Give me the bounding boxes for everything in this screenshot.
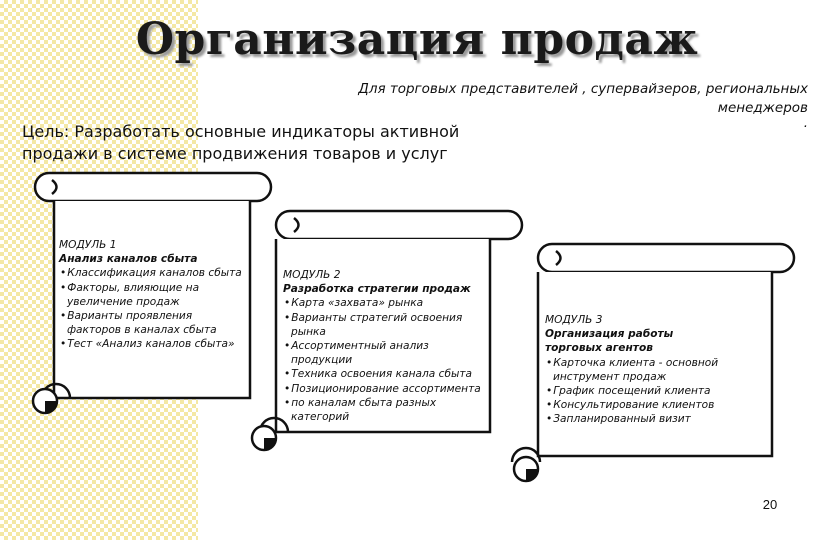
module-1-item: • Классификация каналов сбыта xyxy=(59,266,249,280)
module-2-text xyxy=(283,268,493,424)
audience-line-1: Для торговых представителей , супервайзеров, региональных xyxy=(358,81,808,97)
module-2-list xyxy=(283,296,493,424)
module-2-scroll xyxy=(254,210,526,460)
goal-line-1: Цель: Разработать основные индикаторы активной xyxy=(22,122,460,141)
module-3-text xyxy=(545,313,765,427)
module-1-title: Анализ каналов сбыта xyxy=(59,253,198,266)
module-1-scroll xyxy=(34,172,274,420)
module-2-title: Разработка стратегии продаж xyxy=(283,283,471,296)
module-1-item: • Тест «Анализ каналов сбыта» xyxy=(59,337,249,351)
page-number: 20 xyxy=(762,497,778,512)
module-3-heading: МОДУЛЬ 3 xyxy=(545,314,603,326)
audience-line-3: . xyxy=(803,115,808,131)
module-3-item: • Консультирование клиентов xyxy=(545,398,765,412)
module-2-item: • Позиционирование ассортимента xyxy=(283,382,493,396)
module-2-item: • по каналам сбыта разных категорий xyxy=(283,396,493,424)
goal-line-2: продажи в системе продвижения товаров и услуг xyxy=(22,144,448,163)
module-3-scroll xyxy=(506,243,798,488)
module-2-heading: МОДУЛЬ 2 xyxy=(283,269,341,281)
module-3-title: Организация работы торговых агентов xyxy=(545,328,674,355)
module-2-item: • Карта «захвата» рынка xyxy=(283,296,493,310)
slide-title: Организация продаж xyxy=(135,14,699,65)
module-1-text xyxy=(59,238,249,352)
module-2-item: • Варианты стратегий освоения рынка xyxy=(283,311,493,339)
module-1-item: • Факторы, влияющие на увеличение продаж xyxy=(59,281,249,309)
module-3-item: • График посещений клиента xyxy=(545,384,765,398)
module-1-heading: МОДУЛЬ 1 xyxy=(59,239,117,251)
goal-statement xyxy=(22,121,542,165)
module-3-list xyxy=(545,356,765,427)
module-1-list xyxy=(59,266,249,351)
module-3-item: • Запланированный визит xyxy=(545,412,765,426)
module-2-item: • Техника освоения канала сбыта xyxy=(283,367,493,381)
audience-line-2: менеджеров xyxy=(717,100,808,116)
module-1-item: • Варианты проявления факторов в каналах сбыта xyxy=(59,309,249,337)
module-2-item: • Ассортиментный анализ продукции xyxy=(283,339,493,367)
module-3-item: • Карточка клиента - основной инструмент продаж xyxy=(545,356,728,384)
